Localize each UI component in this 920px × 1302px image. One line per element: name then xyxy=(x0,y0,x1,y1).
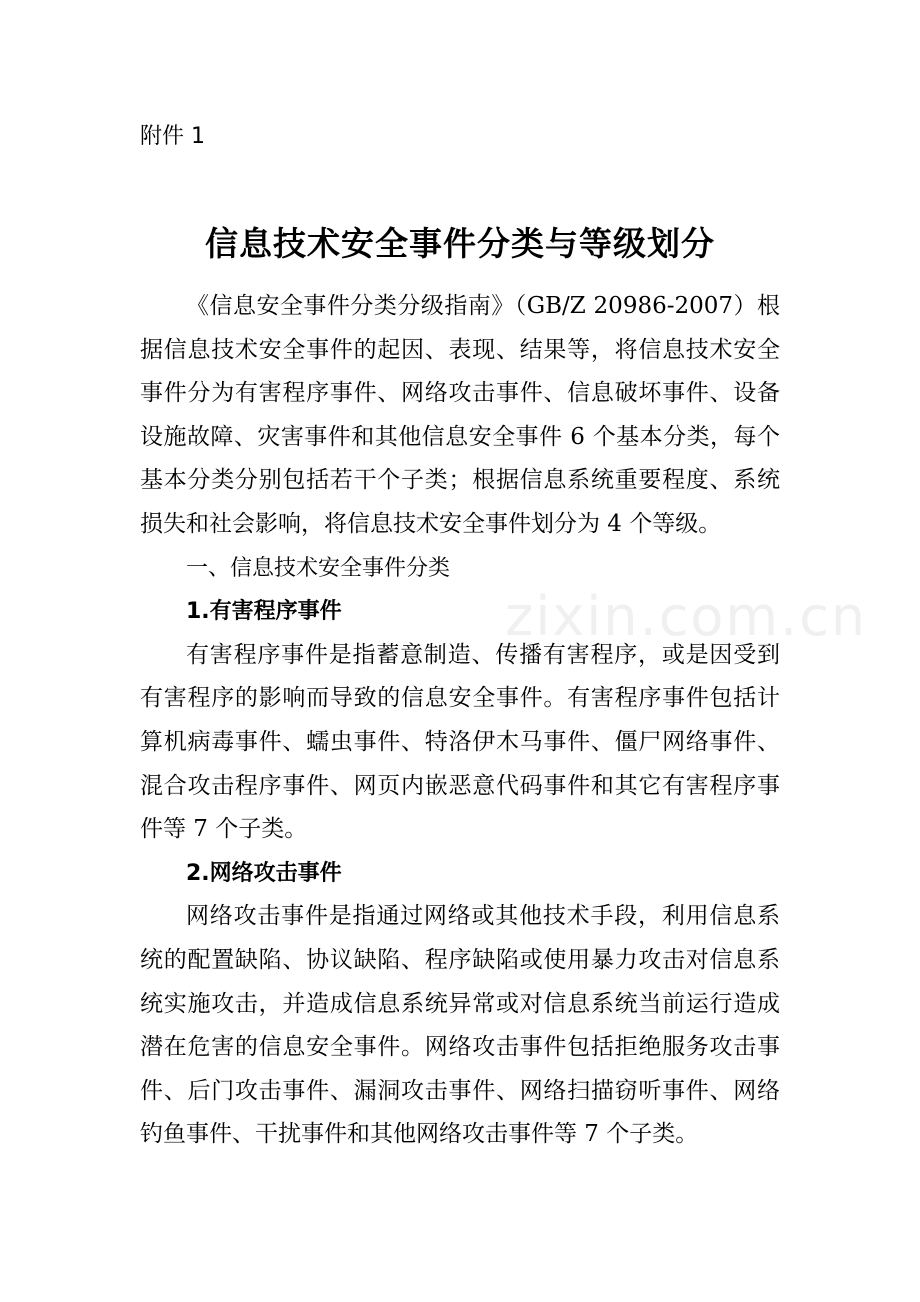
attachment-label: 附件 1 xyxy=(140,124,205,149)
subsection-heading: 1.有害程序事件 xyxy=(186,599,342,625)
document-body xyxy=(140,285,780,1157)
section-heading: 一、信息技术安全事件分类 xyxy=(186,555,451,581)
subsection-paragraph: 有害程序事件是指蓄意制造、传播有害程序，或是因受到有害程序的影响而导致的信息安全事件。有害程序事件包括计算机病毒事件、蠕虫事件、特洛伊木马事件、僵尸网络事件、混合攻击程序事件、网页内嵌恶意代码事件和其它有害程序事件等 7 个子类。 xyxy=(140,641,780,843)
document-title: 信息技术安全事件分类与等级划分 xyxy=(205,224,715,263)
watermark: zixin.com.cn xyxy=(505,585,868,648)
subsection-paragraph: 网络攻击事件是指通过网络或其他技术手段，利用信息系统的配置缺陷、协议缺陷、程序缺陷或使用暴力攻击对信息系统实施攻击，并造成信息系统异常或对信息系统当前运行造成潜在危害的信息安全事件。网络攻击事件包括拒绝服务攻击事件、后门攻击事件、漏洞攻击事件、网络扫描窃听事件、网络钓鱼事件、干扰事件和其他网络攻击事件等 7 个子类。 xyxy=(140,903,780,1148)
subsection-heading: 2.网络攻击事件 xyxy=(186,860,342,886)
intro-paragraph: 《信息安全事件分类分级指南》（GB/Z 20986-2007）根据信息技术安全事件的起因、表现、结果等，将信息技术安全事件分为有害程序事件、网络攻击事件、信息破坏事件、设备设施故障、灾害事件和其他信息安全事件 6 个基本分类，每个基本分类分别包括若干个子类；根据信息系统重要程度、系统损失和社会影响，将信息技术安全事件划分为 4 个等级。 xyxy=(140,293,780,537)
